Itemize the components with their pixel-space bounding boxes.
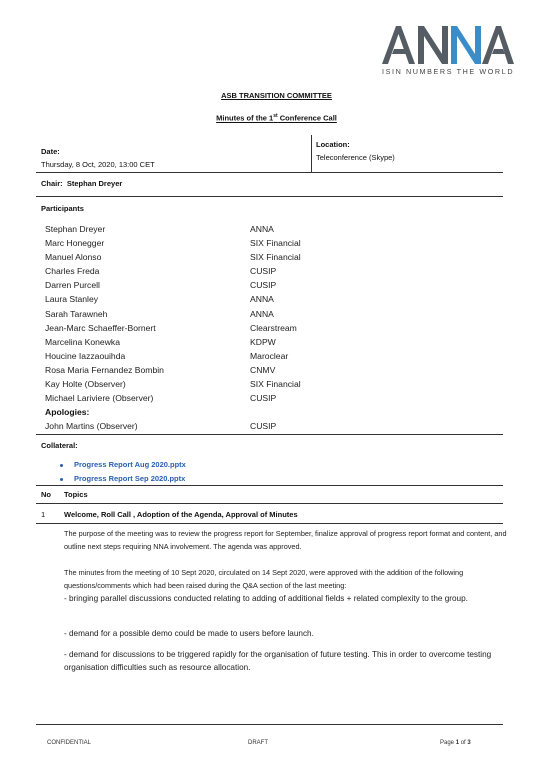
participant-row: Stephan Dreyer ANNA [45,224,274,234]
rule [36,172,503,173]
participant-row: Laura Stanley ANNA [45,294,274,304]
rule [36,523,503,524]
participant-row: Jean-Marc Schaeffer-Bornert Clearstream [45,323,297,333]
meta-divider [311,135,312,172]
participant-row: Marcelina Konewka KDPW [45,337,276,347]
participant-row: Charles Freda CUSIP [45,266,277,276]
location-value: Teleconference (Skype) [316,153,395,162]
bullet-icon [60,478,63,481]
participant-row: Michael Lariviere (Observer) CUSIP [45,393,277,403]
collateral-link-sep[interactable]: Progress Report Sep 2020.pptx [60,474,185,483]
location-label: Location: [316,140,350,149]
participant-row: Houcine Iazzaouihda Maroclear [45,351,289,361]
minutes-paragraph: - demand for a possible demo could be made to users before launch. [64,629,314,638]
minutes-paragraph: - demand for discussions to be triggered rapidly for the organisation of future testing. This in order to overcome testing organisation difficulties such as resource allocation. [64,650,492,672]
topics-column-header: Topics [64,490,88,499]
item-title: Welcome, Roll Call , Adoption of the Agenda, Approval of Minutes [64,510,298,519]
chair-line: Chair: Stephan Dreyer [41,179,123,188]
date-value: Thursday, 8 Oct, 2020, 13:00 CET [41,160,155,169]
rule [36,434,503,435]
participant-row: Sarah Tarawneh ANNA [45,309,274,319]
participant-row: Rosa Maria Fernandez Bombin CNMV [45,365,276,375]
participant-row: Darren Purcell CUSIP [45,280,277,290]
bullet-icon [60,464,63,467]
minutes-title: Minutes of the 1st Conference Call [216,113,337,123]
rule [36,196,503,197]
footer-rule [36,724,503,725]
anna-logo [382,24,514,80]
collateral-link-aug[interactable]: Progress Report Aug 2020.pptx [60,460,186,469]
logo-tagline: ISIN NUMBERS THE WORLD [382,67,515,76]
minutes-paragraph: - bringing parallel discussions conducted relating to adding of additional fields + related complexity to the group. [64,594,468,603]
anna-logo-mark [382,24,514,66]
committee-title: ASB TRANSITION COMMITTEE [221,91,332,100]
footer-confidential: CONFIDENTIAL [47,740,92,746]
date-label: Date: [41,147,60,156]
apology-row: John Martins (Observer) CUSIP [45,421,277,431]
rule [36,485,503,486]
participants-label: Participants [41,204,84,213]
rule [36,503,503,504]
participant-row: Manuel Alonso SIX Financial [45,252,301,262]
footer-draft: DRAFT [248,740,268,746]
item-number: 1 [41,510,46,519]
no-column-header: No [41,490,51,499]
minutes-paragraph: The minutes from the meeting of 10 Sept 2020, circulated on 14 Sept 2020, were approved with the addition of the following questions/comments which had been raised during the Q&A section of the last meeting: [64,568,464,590]
participant-row: Marc Honegger SIX Financial [45,238,301,248]
footer-page-number: Page 1 of 3 [440,740,471,746]
minutes-paragraph: The purpose of the meeting was to review the progress report for September, finalize approval of progress report format and content, and outline next steps requiring NNA involvement. The agenda was approved. [64,529,507,551]
participant-row: Kay Holte (Observer) SIX Financial [45,379,301,389]
apologies-label: Apologies: [45,407,90,417]
collateral-label: Collateral: [41,441,78,450]
